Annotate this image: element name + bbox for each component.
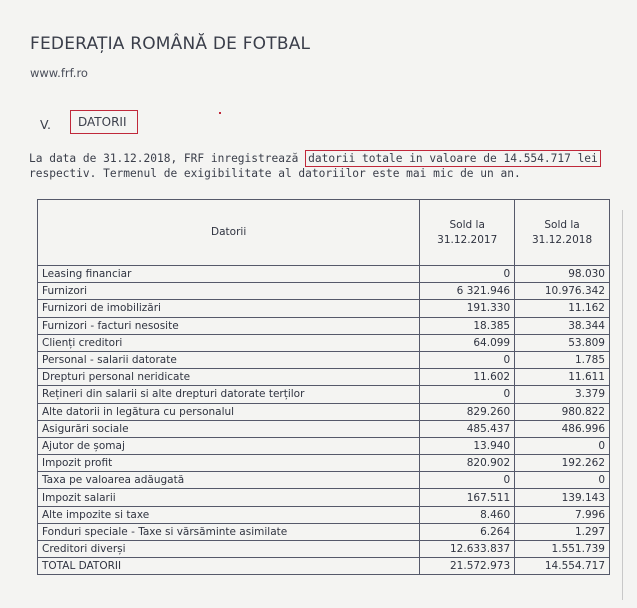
value-2018: 0 (515, 472, 610, 489)
paragraph-line-2: respectiv. Termenul de exigibilitate al datoriilor este mai mic de un an. (29, 167, 521, 180)
table-row (38, 351, 610, 368)
value-2017: 18.385 (420, 317, 515, 334)
value-2018: 11.162 (515, 300, 610, 317)
intro-paragraph (29, 151, 629, 181)
table-row (38, 369, 610, 386)
table-row (38, 472, 610, 489)
value-2017: 0 (420, 472, 515, 489)
value-2018: 1.297 (515, 523, 610, 540)
value-2017: 167.511 (420, 489, 515, 506)
row-label: Clienți creditori (38, 334, 420, 351)
value-2017: 12.633.837 (420, 541, 515, 558)
value-2017: 13.940 (420, 437, 515, 454)
row-label: Asigurări sociale (38, 420, 420, 437)
row-label: Ajutor de șomaj (38, 437, 420, 454)
table-header-row (38, 200, 610, 266)
value-2017: 0 (420, 386, 515, 403)
table-row (38, 506, 610, 523)
row-label: TOTAL DATORII (38, 558, 420, 575)
table-row (38, 541, 610, 558)
total-row (38, 558, 610, 575)
paragraph-line-1-text: La data de 31.12.2018, FRF inregistrează (29, 152, 306, 165)
header-label: Datorii (38, 200, 420, 266)
value-2018: 10.976.342 (515, 283, 610, 300)
section-number: V. (40, 117, 51, 132)
row-label: Drepturi personal neridicate (38, 369, 420, 386)
value-2017: 8.460 (420, 506, 515, 523)
value-2018: 11.611 (515, 369, 610, 386)
table-row (38, 437, 610, 454)
table-row (38, 523, 610, 540)
table-row (38, 300, 610, 317)
value-2018: 139.143 (515, 489, 610, 506)
table-row (38, 283, 610, 300)
organization-name: FEDERAȚIA ROMÂNĂ DE FOTBAL (30, 34, 311, 54)
row-label: Leasing financiar (38, 266, 420, 283)
website-text: www.frf.ro (30, 66, 88, 80)
row-label: Furnizori (38, 283, 420, 300)
value-2017: 0 (420, 351, 515, 368)
highlighted-total: datorii totale in valoare de 14.554.717 lei (305, 150, 601, 167)
red-mark (219, 112, 221, 114)
header-2018: Sold la 31.12.2018 (515, 200, 610, 266)
row-label: Taxa pe valoarea adăugată (38, 472, 420, 489)
table-row (38, 334, 610, 351)
value-2018: 7.996 (515, 506, 610, 523)
table-row (38, 317, 610, 334)
value-2018: 3.379 (515, 386, 610, 403)
value-2018: 14.554.717 (515, 558, 610, 575)
row-label: Furnizori de imobilizări (38, 300, 420, 317)
value-2018: 1.551.739 (515, 541, 610, 558)
value-2017: 11.602 (420, 369, 515, 386)
row-label: Personal - salarii datorate (38, 351, 420, 368)
table-row (38, 386, 610, 403)
value-2018: 486.996 (515, 420, 610, 437)
paragraph-line-1 (29, 151, 629, 166)
value-2018: 53.809 (515, 334, 610, 351)
section-title: DATORII (70, 110, 138, 134)
table-row (38, 420, 610, 437)
scan-edge-line (622, 210, 623, 600)
row-label: Fonduri speciale - Taxe si vărsăminte asimilate (38, 523, 420, 540)
row-label: Alte impozite si taxe (38, 506, 420, 523)
table-row (38, 403, 610, 420)
row-label: Alte datorii in legătura cu personalul (38, 403, 420, 420)
value-2017: 0 (420, 266, 515, 283)
table-row (38, 266, 610, 283)
value-2017: 485.437 (420, 420, 515, 437)
value-2018: 192.262 (515, 455, 610, 472)
value-2017: 21.572.973 (420, 558, 515, 575)
value-2018: 0 (515, 437, 610, 454)
value-2017: 820.902 (420, 455, 515, 472)
value-2018: 38.344 (515, 317, 610, 334)
row-label: Furnizori - facturi nesosite (38, 317, 420, 334)
value-2017: 6 321.946 (420, 283, 515, 300)
value-2018: 980.822 (515, 403, 610, 420)
value-2017: 829.260 (420, 403, 515, 420)
row-label: Rețineri din salarii si alte drepturi datorate terților (38, 386, 420, 403)
header-2017: Sold la 31.12.2017 (420, 200, 515, 266)
row-label: Impozit salarii (38, 489, 420, 506)
table-row (38, 455, 610, 472)
value-2018: 1.785 (515, 351, 610, 368)
value-2018: 98.030 (515, 266, 610, 283)
value-2017: 191.330 (420, 300, 515, 317)
table-row (38, 489, 610, 506)
debts-table (37, 199, 610, 575)
table-body (38, 266, 610, 575)
value-2017: 6.264 (420, 523, 515, 540)
row-label: Creditori diverși (38, 541, 420, 558)
row-label: Impozit profit (38, 455, 420, 472)
value-2017: 64.099 (420, 334, 515, 351)
